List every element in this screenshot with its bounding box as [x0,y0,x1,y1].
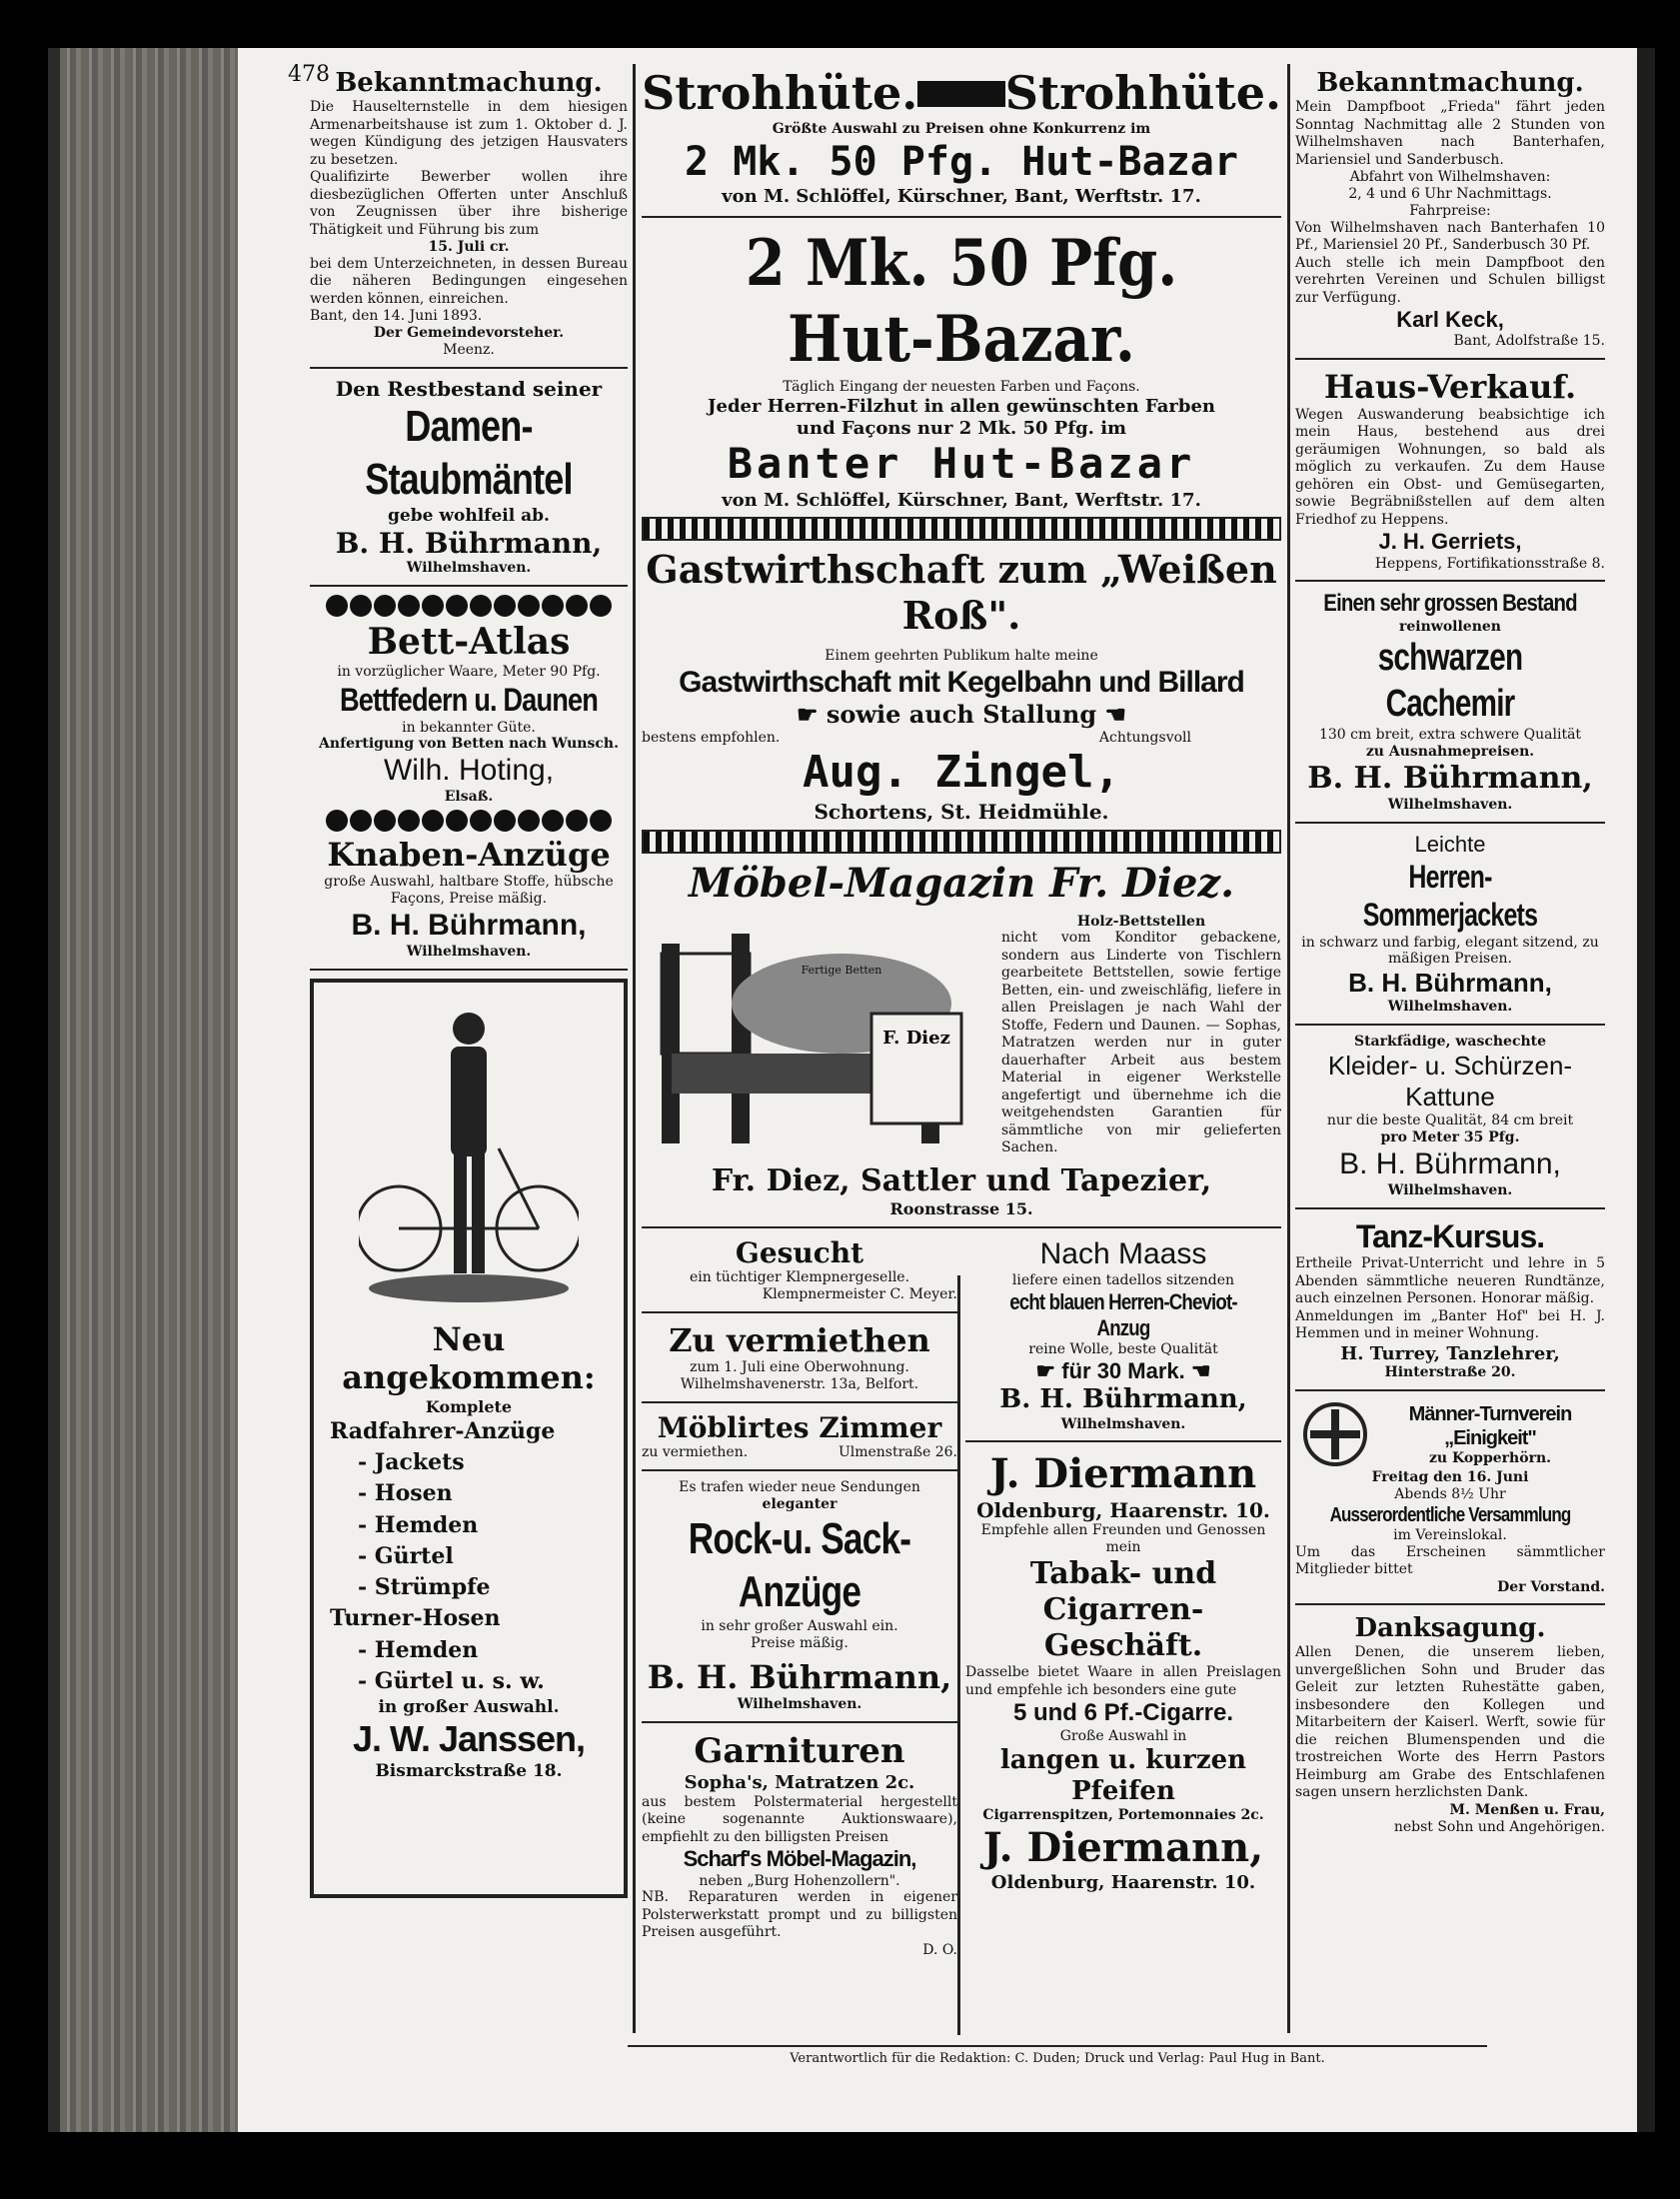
ad-name: Karl Keck, [1396,307,1504,333]
imprint-footer: Verantwortlich für die Redaktion: C. Duden; Druck und Verlag: Paul Hug in Bant. [628,2045,1487,2066]
ad-line: Freitag den 16. Juni [1371,1469,1529,1486]
ad-line-text: für 30 Mark. [1061,1358,1185,1384]
ad-line: im Vereinslokal. [1393,1526,1507,1543]
ad-gesucht [642,1236,957,1303]
book-binding [48,48,238,2132]
ad-line: bestens empfohlen. [642,729,781,746]
ad-title: Gesucht [735,1235,864,1269]
ad-radfahrer [310,979,628,1898]
ad-weissen-ross [642,547,1281,823]
ad-title: Kleider- u. Schürzen-Kattune [1327,1051,1573,1112]
ad-name: J. W. Janssen, [352,1718,586,1760]
column-rule [633,64,636,2033]
ad-cachemir [1295,590,1605,813]
ad-item-list [320,1416,618,1697]
ad-from: von M. Schlöffel, Kürschner, Bant, Werftstr. 17. [722,489,1201,511]
ad-line: Wilhelmshavenerstr. 13a, Belfort. [680,1376,919,1393]
ad-body: bei dem Unterzeichneten, in dessen Bureau die näheren Bedingungen eingesehen werden können, einreichen. [310,255,628,307]
divider [310,585,628,587]
ad-moebel-magazin [642,860,1281,1218]
divider [310,969,628,971]
ad-line: Klempnermeister C. Meyer. [762,1286,957,1303]
ad-address: Bismarckstraße 18. [375,1760,563,1781]
dot-border [310,810,628,832]
ad-signature: Der Gemeindevorsteher. [373,325,565,342]
ad-signature: Der Vorstand. [1497,1578,1605,1595]
divider [1295,358,1605,360]
ad-line: langen u. kurzen Pfeifen [999,1744,1247,1806]
ad-line: in großer Auswahl. [378,1697,560,1718]
ad-tanz-kursus [1295,1217,1605,1381]
ad-zu-vermiethen [642,1321,957,1393]
ad-body: Mein Dampfboot „Frieda" fährt jeden Sonntag Nachmittag alle 2 Stunden von Wilhelmshaven nach Banterhafen, Mariensiel und Sanderbusch. [1295,99,1605,168]
ad-turnverein [1295,1399,1605,1595]
ad-name: J. Diermann [989,1450,1257,1498]
ad-line: liefere einen tadellos sitzenden [1011,1271,1235,1288]
ad-line: Cigarrenspitzen, Portemonnaies 2c. [982,1807,1264,1824]
ad-city: Elsaß. [444,789,494,806]
ad-line: Abends 8½ Uhr [1394,1485,1506,1502]
divider [1295,580,1605,582]
ad-title: Damen-Staubmäntel [365,401,573,504]
ad-title: Garnituren [694,1731,905,1772]
ad-line: zu Ausnahmepreisen. [1365,743,1535,760]
ad-line: zu vermiethen. [642,1444,749,1461]
cyclist-illustration [359,989,579,1308]
ad-line: und Façons nur 2 Mk. 50 Pfg. im [796,417,1127,439]
ad-line: Abfahrt von Wilhelmshaven: [1349,169,1551,186]
ad-line: Anfertigung von Betten nach Wunsch. [319,736,619,753]
page-number: 478 [288,62,330,87]
sign-name: F. Diez [882,1027,950,1049]
ad-name: B. H. Bührmann, [1307,760,1593,796]
ad-title: Strohhüte. [642,66,918,120]
ad-city: Wilhelmshaven. [406,944,532,960]
ad-address: Schortens, St. Heidmühle. [814,799,1109,824]
ad-line: 130 cm breit, extra schwere Qualität [1318,727,1582,744]
ad-name: Aug. Zingel, [803,746,1120,798]
ad-line: echt blauen Herren-Cheviot-Anzug [1009,1288,1237,1340]
ad-hut-bazar [642,226,1281,512]
ad-name: Scharf's Möbel-Magazin, [683,1846,916,1872]
ad-garnituren [642,1731,957,1958]
ad-title: Gastwirthschaft zum „Weißen Roß". [646,547,1277,638]
divider [965,1440,1281,1442]
ad-line: pro Meter 35 Pfg. [1380,1129,1520,1146]
list-item: Turner-Hosen [330,1605,501,1632]
ad-title: schwarzen Cachemir [1377,636,1523,725]
ad-line: Gastwirthschaft mit Kegelbahn und Billard [679,666,1244,700]
ad-line: zu Kopperhörn. [1428,1449,1551,1466]
ad-body: Allen Denen, die unserem lieben, unvergeßlichen Sohn und Bruder das Geleit zur letzten Ruhestätte gaben, insbesondere den Kollegen und Mitarbeitern der Kaiserl. Werft, sowie für die reichen Blumenspenden und die trostreichen Worte des Herrn Pastors Heimburg am Grabe des Entschlafenen sagen unsern herzlichsten Dank. [1295,1644,1605,1801]
ad-line: zum 1. Juli eine Oberwohnung. [690,1359,909,1376]
ad-title: Haus-Verkauf. [1323,368,1577,407]
ad-title: Neu angekommen: [342,1319,596,1397]
column-2-left [642,1236,957,1959]
divider [310,367,628,369]
ad-line: Achtungsvoll [1098,729,1191,746]
ad-line: Fahrpreise: [1409,202,1491,219]
ad-address: Hinterstraße 20. [1384,1364,1516,1381]
ad-city: Wilhelmshaven. [1387,1182,1513,1199]
divider [642,216,1281,218]
sign-text: Fertige Betten [801,963,882,977]
ad-line: Sopha's, Matratzen 2c. [684,1772,915,1794]
list-item: - Gürtel u. s. w. [358,1667,545,1694]
ad-date: 15. Juli cr. [428,239,510,256]
ad-line: neben „Burg Hohenzollern". [699,1872,900,1889]
ad-name: B. H. Bührmann, [1348,968,1552,999]
ad-signature: Meenz. [443,342,495,359]
ad-big: 2 Mk. 50 Pfg. Hut-Bazar. [745,225,1178,378]
ad-title: Bekanntmachung. [1316,68,1584,98]
ad-body: Die Hauselternstelle in dem hiesigen Armenarbeitshause ist zum 1. Oktober d. J. wegen Kündigung des jetzigen Hausvaters zu besetzen. [310,99,628,168]
ad-line-text: sowie auch Stallung [826,700,1097,730]
ad-big: 2 Mk. 50 Pfg. Hut-Bazar [685,138,1238,185]
ad-name: Fr. Diez, Sattler und Tapezier, [711,1162,1212,1198]
ad-line: Leichte [1414,831,1486,857]
ad-name: Wilh. Hoting, [383,754,555,788]
ad-signature: D. O. [922,1941,957,1958]
ad-line: gebe wohlfeil ab. [388,506,550,527]
ad-big: Ausserordentliche Versammlung [1329,1503,1571,1526]
ad-address: Roonstrasse 15. [889,1198,1033,1218]
ad-bekanntmachung-hauseltern [310,68,628,359]
ad-name: B. H. Bührmann, [351,909,587,942]
ad-haus-verkauf [1295,368,1605,572]
dot-border [310,595,628,617]
ad-line: reine Wolle, beste Qualität [1028,1341,1218,1358]
ad-line: Täglich Eingang der neuesten Farben und Façons. [783,379,1140,396]
ad-name: J. H. Gerriets, [1378,529,1522,555]
ad-line: Größte Auswahl zu Preisen ohne Konkurrenz im [772,121,1151,138]
ad-moeblirtes-zimmer [642,1411,957,1461]
divider [1295,1389,1605,1391]
list-item: - Jackets [358,1449,465,1476]
ad-line: Bettfedern u. Daunen [339,682,599,719]
ad-body: aus bestem Polstermaterial hergestellt (keine sogenannte Auktionswaare), empfiehlt zu den billigsten Preisen [642,1793,957,1845]
ad-heading: Holz-Bettstellen [1076,913,1206,930]
ad-title: Tanz-Kursus. [1355,1217,1545,1254]
ad-nach-maass [965,1236,1281,1433]
divider [1295,1024,1605,1026]
ad-line: eleganter [762,1496,838,1513]
ad-rock-sack-anzuege [642,1479,957,1713]
ad-body: NB. Reparaturen werden in eigener Polsterwerkstatt prompt und zu billigsten Preisen ausgeführt. [642,1889,957,1941]
bed-illustration [642,914,1001,1163]
ad-name: J. Diermann, [982,1823,1264,1871]
ad-big: Banter Hut-Bazar [727,439,1196,489]
divider [642,1721,957,1723]
ad-body: Ertheile Privat-Unterricht und lehre in 5 Abenden sämmtliche neueren Rundtänze, auch einzelnen Personen. Honorar mäßig. [1295,1255,1605,1307]
black-bar [917,81,1005,107]
ad-danksagung [1295,1613,1605,1835]
ad-strohhuete [642,66,1281,208]
ad-line: Starkfädige, waschechte [1353,1034,1547,1051]
ad-city: Wilhelmshaven. [406,560,532,577]
turnverein-emblem-icon [1295,1399,1375,1469]
ad-body: Um das Erscheinen sämmtlicher Mitglieder bittet [1295,1543,1605,1577]
ad-body: Wegen Auswanderung beabsichtige ich mein Haus, bestehend aus drei geräumigen Wohnungen, so bald als möglich zu verkaufen. Zu dem Hause gehören ein Obst- und Gemüsegarten, sowie Begräbnißstellen auf dem alten Friedhof zu Heppens. [1295,406,1605,528]
ad-line: Empfehle allen Freunden und Genossen mein [980,1522,1266,1556]
ad-line: Große Auswahl in [1059,1727,1187,1744]
ad-title: Strohhüte. [1004,66,1281,120]
ad-line: ☛ sowie auch Stallung ☚ [797,700,1126,730]
ad-city: Wilhelmshaven. [1387,796,1513,813]
ad-line: große Auswahl, haltbare Stoffe, hübsche Façons, Preise mäßig. [324,874,614,908]
list-item: - Hosen [358,1480,453,1507]
ad-body: Auch stelle ich mein Dampfboot den verehrten Vereinen und Schulen billigst zur Verfügung. [1295,254,1605,306]
ad-place: Bant, den 14. Juni 1893. [310,308,483,325]
ad-name: H. Turrey, Tanzlehrer, [1340,1342,1560,1364]
ad-name: B. H. Bührmann, [1339,1147,1561,1181]
ad-line: Komplete [425,1396,513,1416]
ad-body: Dasselbe bietet Waare in allen Preislagen und empfehle ich besonders eine gute [965,1664,1281,1698]
divider [1295,1603,1605,1605]
ad-line: in schwarz und farbig, elegant sitzend, zu mäßigen Preisen. [1301,934,1599,968]
ad-line: Den Restbestand seiner [335,376,603,401]
ad-kattune [1295,1034,1605,1199]
ad-body: nicht vom Konditor gebackene, sondern aus Linderte von Tischlern gearbeitete Bettstellen, sowie fertige Betten, ein- und zweischläfig, liefere in allen Preislagen je nach Wahl der Stoffe, Federn und Daunen. — Sophas, Matratzen werden nur in guter dauerhafter Arbeit aus bestem Material in eigener Werkstelle angefertigt und übernehme ich die weitgehendsten Garantien für sämmtliche von mir gelieferten Sachen. [1001,930,1281,1156]
ad-title: Möbel-Magazin Fr. Diez. [688,859,1235,907]
ad-line: in sehr großer Auswahl ein. [701,1618,898,1635]
column-2-right [965,1236,1281,1959]
ad-title: Zu vermiethen [669,1320,930,1359]
ad-line: Einen sehr grossen Bestand [1323,590,1577,618]
ad-title: Danksagung. [1354,1613,1546,1644]
divider [1295,1207,1605,1209]
ad-city: Wilhelmshaven. [1060,1415,1186,1432]
list-item: Radfahrer-Anzüge [330,1417,556,1444]
newspaper-page [238,48,1647,2132]
ad-city: Wilhelmshaven. [1387,999,1513,1016]
ad-line: in vorzüglicher Waare, Meter 90 Pfg. [337,664,601,681]
ad-name: B. H. Bührmann, [647,1658,952,1697]
page-right-edge [1637,48,1655,2132]
list-item: - Strümpfe [358,1574,491,1601]
divider [642,1226,1281,1228]
divider [642,1401,957,1403]
ad-title: Männer-Turnverein „Einigkeit" [1408,1402,1572,1449]
ornament-border [642,830,1281,854]
ad-line: Einem geehrten Publikum halte meine [825,648,1098,665]
ad-body: Anmeldungen im „Banter Hof" bei H. J. Hemmen und in meiner Wohnung. [1295,1307,1605,1342]
ad-title: Bett-Atlas [367,621,571,664]
column-1 [310,68,628,1898]
ad-from: von M. Schlöffel, Kürschner, Bant, Werftstr. 17. [722,185,1201,207]
ad-dampfboot [1295,68,1605,350]
divider [1295,822,1605,824]
ad-line: 5 und 6 Pf.-Cigarre. [1012,1699,1234,1727]
ad-title: Möblirtes Zimmer [657,1410,942,1444]
ad-knaben-anzuege [310,836,628,961]
ad-body: Qualifizirte Bewerber wollen ihre diesbezüglichen Offerten unter Anschluß von Zeugnissen über ihre bisherige Thätigkeit und Führung bis zum [310,169,628,238]
ad-signature: nebst Sohn und Angehörigen. [1393,1818,1605,1835]
ad-line: ☛ für 30 Mark. ☚ [1035,1358,1211,1384]
ad-title: Knaben-Anzüge [327,836,611,875]
list-item: - Hemden [358,1636,479,1663]
binding-edge [48,48,60,2132]
ad-line: Jeder Herren-Filzhut in allen gewünschten Farben [707,395,1216,417]
ad-damen-staubmaentel [310,377,628,577]
ad-address: Heppens, Fortifikationsstraße 8. [1374,555,1605,572]
ad-name: B. H. Bührmann, [335,526,603,560]
ad-line: 2, 4 und 6 Uhr Nachmittags. [1348,185,1552,202]
list-item: - Gürtel [358,1542,454,1569]
ad-title: Nach Maass [1039,1236,1207,1270]
column-rule [1287,64,1290,2033]
ad-address: Bant, Adolfstraße 15. [1453,333,1605,350]
ad-line: ein tüchtiger Klempnergeselle. [689,1269,910,1286]
ad-signature: M. Menßen u. Frau, [1449,1801,1605,1818]
ad-line: Es trafen wieder neue Sendungen [679,1479,920,1496]
ad-city: Oldenburg, Haarenstr. 10. [990,1871,1256,1893]
ad-line: Preise mäßig. [751,1635,848,1652]
ad-line: reinwollenen [1399,619,1501,636]
divider [642,1311,957,1313]
ad-sommerjackets [1295,832,1605,1017]
ad-city: Wilhelmshaven. [737,1696,862,1713]
ad-bett-atlas [310,621,628,806]
list-item: - Hemden [358,1511,479,1538]
ad-title: Rock-u. Sack-Anzüge [688,1513,911,1616]
ad-line: nur die beste Qualität, 84 cm breit [1326,1112,1574,1129]
ad-title: Bekanntmachung. [335,68,603,98]
ad-diermann [965,1450,1281,1893]
ad-body: Von Wilhelmshaven nach Banterhafen 10 Pf., Mariensiel 20 Pf., Sanderbusch 30 Pf. [1295,219,1605,254]
ad-title: Tabak- und Cigarren-Geschäft. [1029,1556,1217,1664]
ad-name: B. H. Bührmann, [999,1384,1247,1415]
divider [642,1469,957,1471]
ad-title: Herren-Sommerjackets [1362,858,1538,934]
ad-line: Ulmenstraße 26. [838,1444,957,1461]
ad-city: Oldenburg, Haarenstr. 10. [976,1498,1270,1523]
column-2 [642,66,1281,1959]
ad-line: in bekannter Güte. [402,719,536,736]
ornament-border [642,517,1281,541]
column-3 [1295,68,1605,1836]
